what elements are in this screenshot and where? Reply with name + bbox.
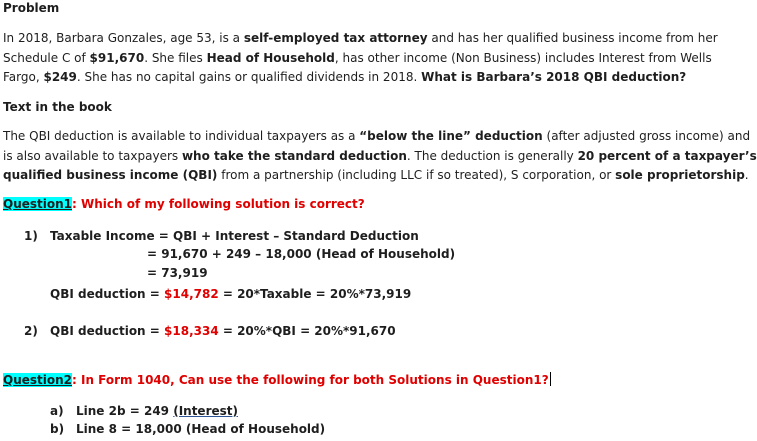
book-line-2: is also available to taxpayers who take the standard deduction. The deduction is generally 20 percent of a taxpayer’s	[3, 149, 757, 163]
question2-label: Question2	[3, 373, 73, 387]
solution1-line-3: = 73,919	[147, 266, 208, 280]
interest-amount: $249	[43, 70, 77, 84]
solution1-line-2: = 91,670 + 249 – 18,000 (Head of Household)	[147, 247, 456, 261]
schedule-c-amount: $91,670	[89, 51, 145, 65]
problem-question: What is Barbara’s 2018 QBI deduction?	[421, 70, 687, 84]
book-heading: Text in the book	[3, 100, 112, 114]
book-line-1: The QBI deduction is available to individual taxpayers as a “below the line” deduction (after adjusted gross income) and	[3, 129, 751, 143]
solution1-line-1: Taxable Income = QBI + Interest – Standard Deduction	[50, 229, 419, 243]
item-b-line: Line 8 = 18,000 (Head of Household)	[76, 422, 326, 436]
item-b-number: b)	[50, 422, 65, 436]
item-a-number: a)	[50, 404, 64, 418]
problem-line-1: In 2018, Barbara Gonzales, age 53, is a self-employed tax attorney and has her qualified business income from her	[3, 31, 718, 45]
item-a-line: Line 2b = 249 (Interest)	[76, 404, 238, 418]
profession: self-employed tax attorney	[243, 31, 428, 45]
problem-heading: Problem	[3, 1, 60, 15]
solution2-number: 2)	[24, 324, 38, 338]
problem-line-2: Schedule C of $91,670. She files Head of Household, has other income (Non Business) includes Interest from Wells	[3, 51, 712, 65]
solution1-line-4: QBI deduction = $14,782 = 20*Taxable = 20%*73,919	[50, 287, 412, 301]
question1-label: Question1	[3, 197, 73, 211]
question2-text: : In Form 1040, Can use the following for both Solutions in Question1?	[72, 373, 549, 387]
filing-status: Head of Household	[206, 51, 335, 65]
solution2-deduction-value: $18,334	[164, 324, 219, 338]
book-line-3: qualified business income (QBI) from a partnership (including LLC if so treated), S corporation, or sole proprietorship.	[3, 168, 749, 182]
question1-text: : Which of my following solution is correct?	[72, 197, 365, 211]
text-cursor	[550, 372, 551, 386]
question2-heading[interactable]	[3, 372, 551, 388]
solution1-deduction-value: $14,782	[164, 287, 219, 301]
problem-line-3: Fargo, $249. She has no capital gains or qualified dividends in 2018. What is Barbara’s 2018 QBI deduction?	[3, 70, 687, 84]
solution1-number: 1)	[24, 229, 38, 243]
question1-heading	[3, 196, 365, 212]
solution2-line: QBI deduction = $18,334 = 20%*QBI = 20%*91,670	[50, 324, 396, 338]
